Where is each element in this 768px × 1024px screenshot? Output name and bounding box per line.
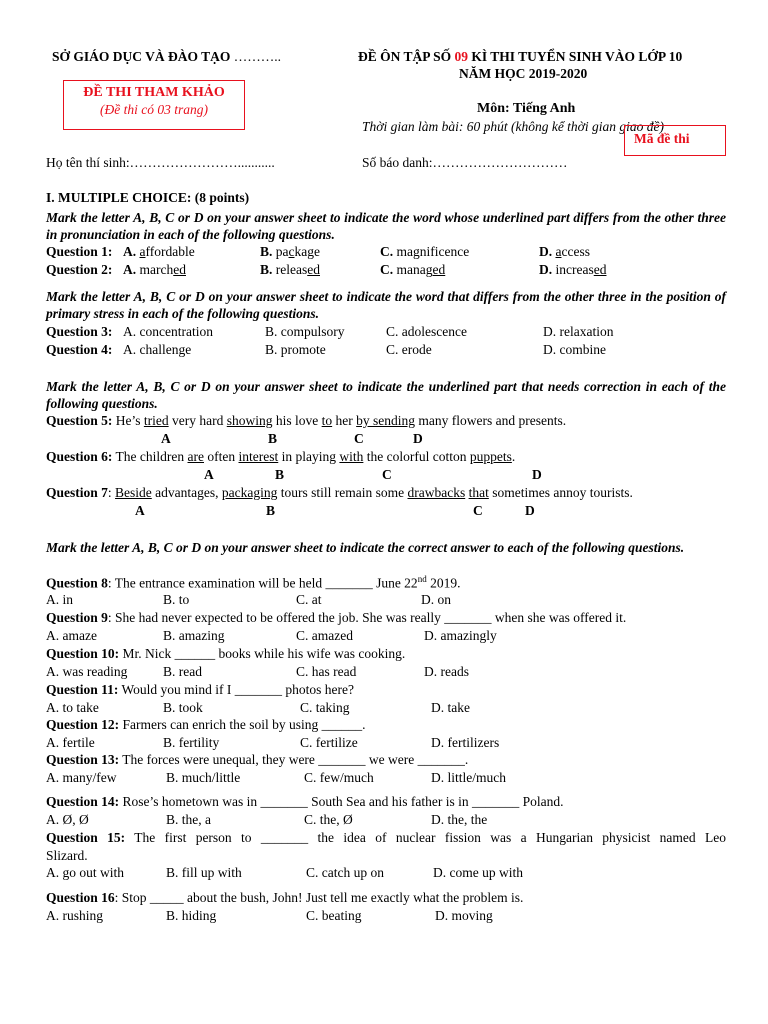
- q1-a-underlined: a: [139, 244, 146, 259]
- question-7-sentence: Question 7: Beside advantages, packaging tours still remain some drawbacks that sometimes annoy tourists.: [46, 485, 633, 500]
- question-14-label: Question 14:: [46, 794, 120, 809]
- question-12-stem: Question 12: Farmers can enrich the soil by using ______.: [46, 717, 366, 732]
- q6-part-a[interactable]: are: [187, 449, 204, 464]
- page-count-note: (Đề thi có 03 trang): [100, 102, 208, 117]
- question-9-stem: Question 9: She had never expected to be offered the job. She was really _______ when she was offered it.: [46, 610, 627, 625]
- q5-part-c[interactable]: to: [321, 413, 333, 428]
- q14-option-c[interactable]: C. the, Ø: [304, 812, 353, 827]
- question-16-label: Question 16: [46, 890, 115, 905]
- instruction-pronunciation: Mark the letter A, B, C or D on your answer sheet to indicate the word whose underlined part differs from the other three in pronunciation in each of the following questions.: [46, 210, 726, 242]
- q16-option-c[interactable]: C. beating: [306, 908, 362, 923]
- question-12-label: Question 12:: [46, 717, 120, 732]
- q8-option-a[interactable]: A. in: [46, 592, 73, 607]
- q2-b-underlined: ed: [307, 262, 320, 277]
- q12-option-c[interactable]: C. fertilize: [300, 735, 358, 750]
- q5-part-d[interactable]: by sending: [356, 413, 416, 428]
- q7-letter-b: B: [266, 503, 276, 518]
- q6-letter-a: A: [204, 467, 214, 482]
- q12-option-a[interactable]: A. fertile: [46, 735, 95, 750]
- q7-part-c[interactable]: drawbacks: [407, 485, 466, 500]
- q16-option-a[interactable]: A. rushing: [46, 908, 103, 923]
- subject-label: Môn: Tiếng Anh: [477, 101, 576, 116]
- exam-title-pre: ĐỀ ÔN TẬP SỐ: [358, 49, 455, 64]
- question-3-label: Question 3:: [46, 324, 113, 339]
- q3-option-b[interactable]: B. compulsory: [265, 324, 345, 339]
- question-1-label: Question 1:: [46, 244, 113, 259]
- question-11-stem: Question 11: Would you mind if I _______ photos here?: [46, 682, 355, 697]
- q5-part-b[interactable]: showing: [226, 413, 273, 428]
- q1-a-rest: ffordable: [145, 244, 195, 259]
- q6-letter-b: B: [275, 467, 285, 482]
- reference-exam-title: ĐỀ THI THAM KHẢO: [83, 85, 225, 100]
- question-15-stem-cont: Slizard.: [46, 848, 88, 863]
- q10-option-d[interactable]: D. reads: [424, 664, 469, 679]
- question-13-stem: Question 13: The forces were unequal, they were _______ we were _______.: [46, 752, 469, 767]
- q13-option-c[interactable]: C. few/much: [304, 770, 374, 785]
- question-6-sentence: Question 6: The children are often interest in playing with the colorful cotton puppets.: [46, 449, 516, 464]
- department-name: [52, 49, 281, 65]
- q1-b-underlined: c: [288, 244, 295, 259]
- exam-code-label: Mã đề thi: [634, 131, 690, 146]
- q4-option-a[interactable]: A. challenge: [123, 342, 192, 357]
- q11-option-c[interactable]: C. taking: [300, 700, 350, 715]
- exam-code-box: [624, 125, 726, 156]
- question-11-label: Question 11:: [46, 682, 119, 697]
- q9-option-a[interactable]: A. amaze: [46, 628, 97, 643]
- q5-part-a[interactable]: tried: [143, 413, 169, 428]
- q1-c-rest: nificence: [419, 244, 470, 259]
- exam-title-post: KÌ THI TUYỂN SINH VÀO LỚP 10: [468, 49, 683, 64]
- q11-option-a[interactable]: A. to take: [46, 700, 99, 715]
- q2-a-underlined: ed: [173, 262, 186, 277]
- q14-option-d[interactable]: D. the, the: [431, 812, 488, 827]
- q15-option-a[interactable]: A. go out with: [46, 865, 125, 880]
- question-14-stem: Question 14: Rose’s hometown was in _______ South Sea and his father is in _______ Poland.: [46, 794, 564, 809]
- q1-c-underlined: g: [413, 244, 420, 259]
- section-title: I. MULTIPLE CHOICE: (8 points): [46, 190, 250, 205]
- q1-d-underlined: a: [555, 244, 562, 259]
- q6-part-c[interactable]: with: [339, 449, 364, 464]
- q8-option-c[interactable]: C. at: [296, 592, 322, 607]
- question-16-stem: Question 16: Stop _____ about the bush, John! Just tell me exactly what the problem is.: [46, 890, 524, 905]
- department-dots: ………..: [233, 49, 282, 64]
- candidate-id-field: Số báo danh:…………………………: [362, 155, 568, 170]
- q3-option-a[interactable]: A. concentration: [123, 324, 213, 339]
- q1-d-rest: ccess: [561, 244, 590, 259]
- q13-option-b[interactable]: B. much/little: [166, 770, 241, 785]
- question-8-label: Question 8: [46, 575, 108, 591]
- q2-option-d[interactable]: D. increased: [539, 262, 607, 277]
- q12-option-d[interactable]: D. fertilizers: [431, 735, 500, 750]
- q15-option-d[interactable]: D. come up with: [433, 865, 523, 880]
- q16-option-b[interactable]: B. hiding: [166, 908, 217, 923]
- q1-option-d[interactable]: D. access: [539, 244, 590, 259]
- instruction-correction: Mark the letter A, B, C or D on your answer sheet to indicate the underlined part that needs correction in each of the following questions.: [46, 379, 726, 411]
- q6-letter-c: C: [382, 467, 392, 482]
- q6-letter-d: D: [532, 467, 542, 482]
- q5-letter-b: B: [268, 431, 278, 446]
- q13-option-a[interactable]: A. many/few: [46, 770, 117, 785]
- q6-part-b[interactable]: interest: [238, 449, 279, 464]
- reference-exam-box: [63, 80, 245, 130]
- q2-option-c[interactable]: C. managed: [380, 262, 446, 277]
- q10-option-a[interactable]: A. was reading: [46, 664, 128, 679]
- q11-option-b[interactable]: B. took: [163, 700, 203, 715]
- instruction-correct-answer: Mark the letter A, B, C or D on your answer sheet to indicate the correct answer to each of the following questions.: [46, 540, 685, 555]
- question-6-label: Question 6:: [46, 449, 113, 464]
- question-5-label: Question 5:: [46, 413, 113, 428]
- question-15-label: Question 15:: [46, 830, 126, 845]
- q1-option-c[interactable]: C. magnificence: [380, 244, 470, 259]
- q7-letter-a: A: [135, 503, 145, 518]
- question-10-stem: Question 10: Mr. Nick ______ books while his wife was cooking.: [46, 646, 406, 661]
- q8-option-b[interactable]: B. to: [163, 592, 190, 607]
- q7-letter-d: D: [525, 503, 535, 518]
- q4-option-d[interactable]: D. combine: [543, 342, 606, 357]
- question-4-label: Question 4:: [46, 342, 113, 357]
- school-year: NĂM HỌC 2019-2020: [459, 66, 588, 81]
- question-10-label: Question 10:: [46, 646, 120, 661]
- q7-part-a[interactable]: Beside: [115, 485, 152, 500]
- q5-letter-d: D: [413, 431, 423, 446]
- q5-letter-a: A: [161, 431, 171, 446]
- q2-d-underlined: ed: [593, 262, 607, 277]
- q14-option-b[interactable]: B. the, a: [166, 812, 211, 827]
- q2-option-a[interactable]: A. marched: [123, 262, 186, 277]
- q9-option-c[interactable]: C. amazed: [296, 628, 353, 643]
- q10-option-c[interactable]: C. has read: [296, 664, 357, 679]
- question-9-label: Question 9: [46, 610, 108, 625]
- q1-option-a[interactable]: A. affordable: [123, 244, 195, 259]
- candidate-name-field: Họ tên thí sinh:……………………...........: [46, 155, 275, 170]
- q12-option-b[interactable]: B. fertility: [163, 735, 220, 750]
- q7-letter-c: C: [473, 503, 483, 518]
- q8-option-d[interactable]: D. on: [421, 592, 451, 607]
- q4-option-b[interactable]: B. promote: [265, 342, 326, 357]
- instruction-stress: Mark the letter A, B, C or D on your answer sheet to indicate the word that differs from the other three in the position of primary stress in each of the following questions.: [46, 289, 726, 321]
- department-label: SỞ GIÁO DỤC VÀ ĐÀO TẠO: [52, 49, 231, 64]
- q5-letter-c: C: [354, 431, 364, 446]
- q14-option-a[interactable]: A. Ø, Ø: [46, 812, 89, 827]
- question-5-sentence: Question 5: He’s tried very hard showing his love to her by sending many flowers and presents.: [46, 413, 567, 428]
- q7-part-b[interactable]: packaging: [221, 485, 278, 500]
- duration-label: Thời gian làm bài: 60 phút (không kể thời gian giao đề): [362, 119, 665, 134]
- q16-option-d[interactable]: D. moving: [435, 908, 493, 923]
- q3-option-c[interactable]: C. adolescence: [386, 324, 467, 339]
- question-2-label: Question 2:: [46, 262, 113, 277]
- question-7-label: Question 7: [46, 485, 108, 500]
- q6-part-d[interactable]: puppets: [469, 449, 512, 464]
- q1-option-b[interactable]: B. package: [260, 244, 320, 259]
- q2-c-underlined: ed: [432, 262, 446, 277]
- q1-b-rest: kage: [294, 244, 320, 259]
- q11-option-d[interactable]: D. take: [431, 700, 470, 715]
- q15-option-b[interactable]: B. fill up with: [166, 865, 242, 880]
- q4-option-c[interactable]: C. erode: [386, 342, 432, 357]
- q2-option-b[interactable]: B. released: [260, 262, 320, 277]
- question-8-stem: Question 8: The entrance examination will be held _______ June 22nd 2019.: [46, 574, 461, 591]
- q9-option-b[interactable]: B. amazing: [163, 628, 225, 643]
- q13-option-d[interactable]: D. little/much: [431, 770, 506, 785]
- q9-option-d[interactable]: D. amazingly: [424, 628, 497, 643]
- q3-option-d[interactable]: D. relaxation: [543, 324, 614, 339]
- q15-option-c[interactable]: C. catch up on: [306, 865, 384, 880]
- question-15-stem: Question 15: The first person to _______ the idea of nuclear fission was a Hungarian physicist named Leo: [46, 830, 726, 845]
- q7-part-d[interactable]: that: [468, 485, 489, 500]
- q10-option-b[interactable]: B. read: [163, 664, 202, 679]
- exam-title: [358, 49, 682, 65]
- exam-number: 09: [454, 49, 469, 64]
- question-13-label: Question 13:: [46, 752, 120, 767]
